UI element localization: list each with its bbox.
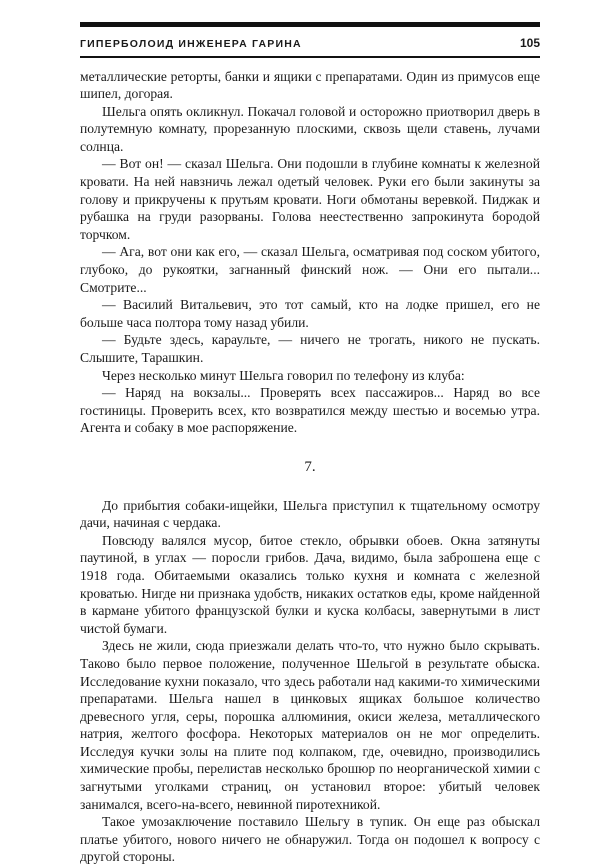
paragraph: — Наряд на вокзалы... Проверять всех пассажиров... Наряд во все гостиницы. Проверить всех, кто возвратился между шестью и восемью утра. Агента и собаку в мое распоряжение. [80, 385, 540, 436]
chapter-number: 7. [304, 458, 316, 475]
paragraph: — Ага, вот они как его, — сказал Шельга, осматривая под соском убитого, глубоко, до рукоятки, загнанный финский нож. — Они его пытали... Смотрите... [80, 244, 540, 295]
page-header [80, 36, 540, 54]
body-text [80, 68, 540, 867]
paragraph: Через несколько минут Шельга говорил по телефону из клуба: [102, 367, 465, 383]
book-page [80, 22, 540, 866]
header-top-rule [80, 22, 540, 27]
header-bottom-rule [80, 56, 540, 58]
paragraph: Шельга опять окликнул. Покачал головой и осторожно приотворил дверь в полутемную комнату, прорезанную плоскими, сквозь щели ставень, лучами солнца. [80, 103, 540, 154]
paragraph: Здесь не жили, сюда приезжали делать что-то, что нужно было скрывать. Таково было первое положение, полученное Шельгой в результате обыска. Исследование кухни показало, что здесь работали над какими-то химическими препаратами. Шельга нашел в цинковых ящиках большое количество древесного угля, серы, порошка аллюминия, окиси железа, металлического натрия, желтого фосфора. Некоторых материалов он не мог определить. Исследуя кучки золы на плите под колпаком, где, очевидно, производились химические пробы, перелистав несколько брошюр по неорганической химии с загнутыми уголками страниц, он установил второе: убитый человек занимался, всего-на-всего, невинной пиротехникой. [80, 638, 540, 812]
paragraph: До прибытия собаки-ищейки, Шельга приступил к тщательному осмотру дачи, начиная с чердака. [80, 497, 540, 531]
paragraph: — Будьте здесь, караульте, — ничего не трогать, никого не пускать. Слышите, Тарашкин. [80, 332, 540, 365]
paragraph: — Вот он! — сказал Шельга. Они подошли в глубине комнаты к железной кровати. На ней навзничь лежал одетый человек. Руки его были закинуты за голову и прикручены к прутьям кровати. Ноги обмотаны веревкой. Пиджак и рубашка на груди разорваны. Голова неестественно запрокинута бородой торчком. [80, 156, 540, 242]
running-head: ГИПЕРБОЛОИД ИНЖЕНЕРА ГАРИНА [80, 38, 302, 50]
paragraph: Повсюду валялся мусор, битое стекло, обрывки обоев. Окна затянуты паутиной, в углах — поросли грибов. Дача, видимо, была заброшена еще с 1918 года. Обитаемыми оказались только кухня и комната с железной кроватью. Нигде ни признака удобств, никаких остатков еды, кроме найденной в кармане убитого французской булки и куска колбасы, завернутыми в лист чистой бумаги. [80, 532, 540, 636]
page-number: 105 [519, 36, 540, 50]
paragraph: Такое умозаключение поставило Шельгу в тупик. Он еще раз обыскал платье убитого, нового ничего не обнаружил. Тогда он подошел к вопросу с другой стороны. [80, 814, 540, 865]
paragraph: металлические реторты, банки и ящики с препаратами. Один из примусов еще шипел, догорая. [80, 68, 540, 102]
paragraph: — Василий Витальевич, это тот самый, кто на лодке пришел, его не больше часа полтора тому назад убили. [80, 297, 540, 330]
